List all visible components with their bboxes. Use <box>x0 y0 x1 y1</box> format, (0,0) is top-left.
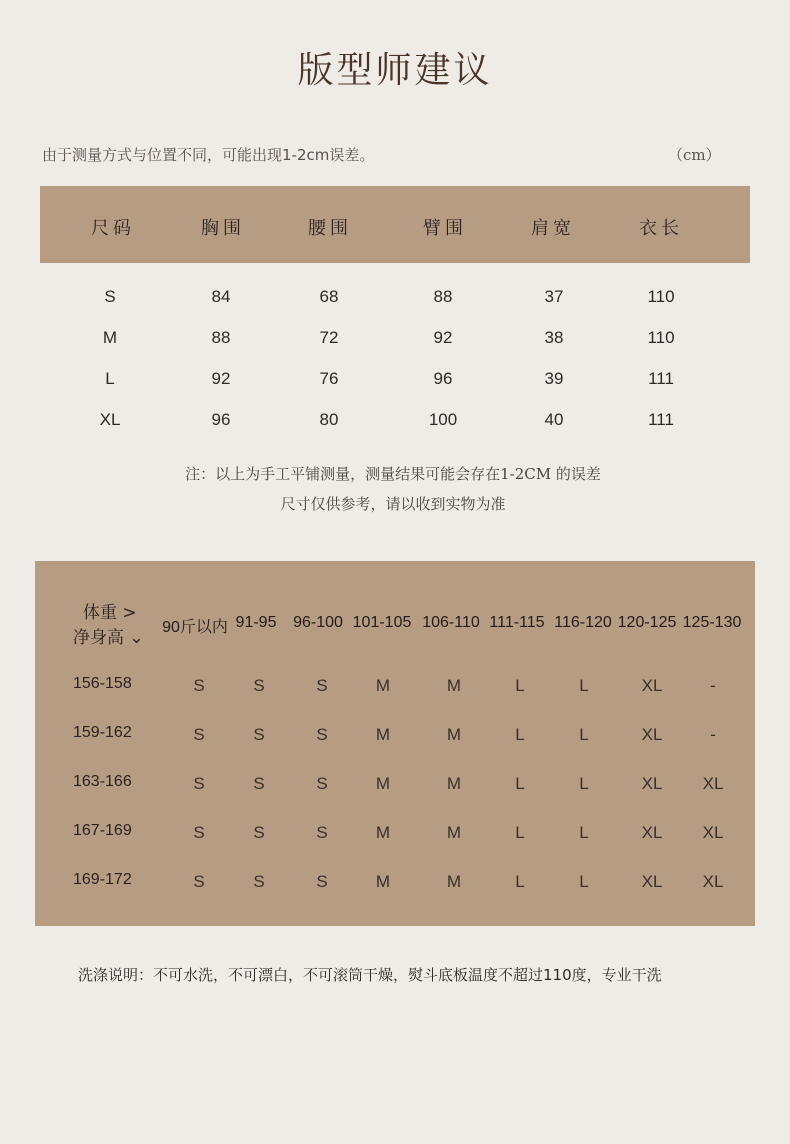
size-cell: L <box>579 823 589 842</box>
table-row <box>0 410 790 440</box>
weight-column-header: 116-120 <box>554 614 612 631</box>
size-cell: M <box>446 725 462 744</box>
size-cell: M <box>375 725 391 744</box>
waist-cell: 80 <box>319 410 339 429</box>
size-cell: L <box>515 872 525 891</box>
unit-label: （cm） <box>668 146 721 164</box>
size-recommendation-panel <box>35 561 755 926</box>
size-cell: M <box>375 774 391 793</box>
size-cell: XL <box>641 872 663 891</box>
size-cell: XL <box>702 774 724 793</box>
arm-cell: 96 <box>433 369 453 388</box>
size-cell: S <box>316 676 328 695</box>
size-cell: L <box>105 369 115 388</box>
size-cell: S <box>193 725 205 744</box>
arm-cell: 88 <box>433 287 453 306</box>
size-cell: XL <box>641 774 663 793</box>
size-cell: S <box>193 774 205 793</box>
length-cell: 110 <box>647 287 675 306</box>
weight-column-header: 120-125 <box>617 614 677 631</box>
height-label: 167-169 <box>73 822 132 839</box>
bust-cell: 92 <box>211 369 231 388</box>
size-cell: S <box>316 823 328 842</box>
arm-cell: 100 <box>428 410 458 429</box>
weight-column-header: 91-95 <box>235 614 277 631</box>
size-table-header <box>40 186 750 263</box>
measurement-note: 注：以上为手工平铺测量，测量结果可能会存在1-2CM 的误差 <box>185 465 601 483</box>
header-size: 尺码 <box>91 218 135 239</box>
weight-axis-label: 体重 > <box>83 603 137 623</box>
size-cell: M <box>102 328 118 347</box>
waist-cell: 72 <box>319 328 339 347</box>
bust-cell: 96 <box>211 410 231 429</box>
size-cell: M <box>446 872 462 891</box>
size-cell: S <box>316 872 328 891</box>
height-label: 159-162 <box>73 724 132 741</box>
bust-cell: 88 <box>211 328 231 347</box>
table-row <box>35 675 755 699</box>
size-cell: S <box>193 676 205 695</box>
shoulder-cell: 38 <box>544 328 564 347</box>
size-cell: S <box>193 872 205 891</box>
table-row <box>35 724 755 748</box>
reference-note: 尺寸仅供参考，请以收到实物为准 <box>280 495 506 513</box>
size-cell: L <box>579 676 589 695</box>
size-cell: XL <box>641 725 663 744</box>
size-cell: S <box>193 823 205 842</box>
header-arm: 臂围 <box>423 218 467 239</box>
size-cell: XL <box>641 823 663 842</box>
height-label: 163-166 <box>73 773 132 790</box>
size-cell: - <box>710 676 716 695</box>
table-row <box>0 287 790 317</box>
size-cell: M <box>446 823 462 842</box>
shoulder-cell: 39 <box>544 369 564 388</box>
measurement-intro: 由于测量方式与位置不同，可能出现1-2cm误差。 <box>42 146 375 164</box>
size-cell: S <box>104 287 116 306</box>
size-cell: S <box>253 774 265 793</box>
header-length: 衣长 <box>639 218 683 239</box>
size-cell: L <box>579 774 589 793</box>
table-row <box>35 773 755 797</box>
weight-column-header: 111-115 <box>489 614 545 631</box>
size-cell: S <box>316 774 328 793</box>
corner-label <box>73 601 144 651</box>
header-bust: 胸围 <box>201 218 245 239</box>
size-cell: L <box>515 725 525 744</box>
size-cell: L <box>579 872 589 891</box>
size-cell: S <box>253 872 265 891</box>
weight-column-header: 106-110 <box>422 614 480 631</box>
length-cell: 110 <box>647 328 675 347</box>
size-cell: L <box>515 774 525 793</box>
size-cell: XL <box>99 410 121 429</box>
header-shoulder: 肩宽 <box>531 218 575 239</box>
height-label: 156-158 <box>73 675 132 692</box>
size-cell: S <box>253 676 265 695</box>
table-row <box>0 328 790 358</box>
size-cell: M <box>375 872 391 891</box>
page-title: 版型师建议 <box>297 50 493 91</box>
table-row <box>35 822 755 846</box>
care-instructions: 洗涤说明：不可水洗，不可漂白，不可滚筒干燥，熨斗底板温度不超过110度，专业干洗 <box>78 966 662 984</box>
size-cell: S <box>253 725 265 744</box>
size-cell: L <box>515 823 525 842</box>
size-cell: S <box>253 823 265 842</box>
size-cell: XL <box>702 823 724 842</box>
size-cell: L <box>515 676 525 695</box>
weight-column-header: 125-130 <box>682 614 742 631</box>
size-cell: S <box>316 725 328 744</box>
height-label: 169-172 <box>73 871 132 888</box>
size-cell: M <box>375 676 391 695</box>
table-row <box>35 871 755 895</box>
size-cell: XL <box>702 872 724 891</box>
weight-column-header: 101-105 <box>352 614 412 631</box>
length-cell: 111 <box>648 410 674 429</box>
shoulder-cell: 40 <box>544 410 564 429</box>
size-cell: - <box>710 725 716 744</box>
header-waist: 腰围 <box>308 218 352 239</box>
size-cell: M <box>375 823 391 842</box>
length-cell: 111 <box>648 369 674 388</box>
bust-cell: 84 <box>211 287 231 306</box>
waist-cell: 68 <box>319 287 339 306</box>
size-cell: XL <box>641 676 663 695</box>
table-row <box>0 369 790 399</box>
weight-column-header: 90斤以内 <box>162 619 228 636</box>
size-cell: M <box>446 676 462 695</box>
height-axis-label: 净身高 ⌄ <box>73 628 144 648</box>
weight-column-header: 96-100 <box>293 614 343 631</box>
waist-cell: 76 <box>319 369 339 388</box>
shoulder-cell: 37 <box>544 287 564 306</box>
arm-cell: 92 <box>433 328 453 347</box>
size-cell: M <box>446 774 462 793</box>
size-cell: L <box>579 725 589 744</box>
